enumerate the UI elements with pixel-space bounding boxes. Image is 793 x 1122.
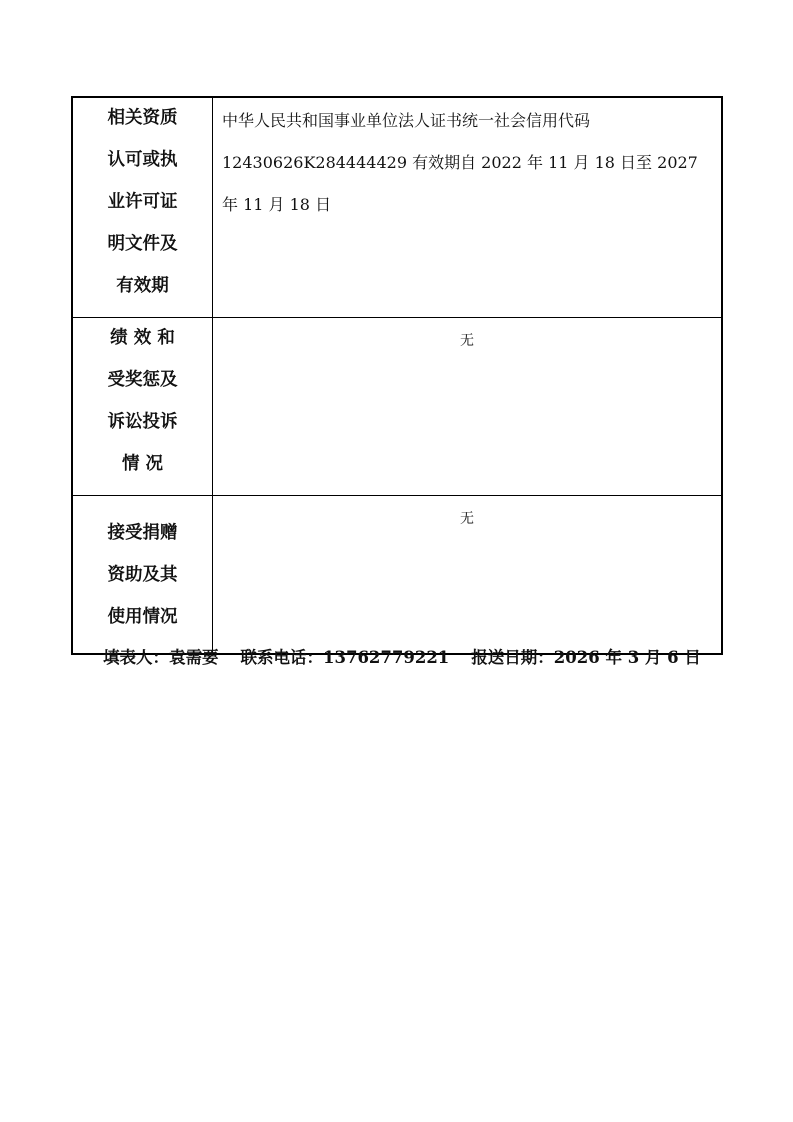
qualification-label-cell [72, 97, 213, 318]
qualification-label-line-1: 相关资质 [107, 108, 178, 128]
table-row-qualification [72, 97, 722, 318]
filler-name: 填表人：袁需要 [103, 648, 219, 667]
donations-content-cell [213, 496, 723, 654]
qualification-label-line-5: 有效期 [116, 276, 169, 296]
table-row-donations [72, 496, 722, 654]
performance-label-cell [72, 318, 213, 496]
performance-label-line-4: 情 况 [121, 454, 164, 474]
performance-label-line-3: 诉讼投诉 [107, 412, 178, 432]
donations-label-line-2: 资助及其 [107, 565, 178, 585]
report-date: 报送日期：2026 年 3 月 6 日 [471, 648, 701, 667]
performance-content: 无 [460, 333, 474, 349]
qualification-content-cell [213, 97, 723, 318]
performance-label-line-2: 受奖惩及 [107, 370, 178, 390]
qualification-content: 中华人民共和国事业单位法人证书统一社会信用代码12430626K284444429 有效期自 2022 年 11 月 18 日至 2027 年 11 月 18 日 [222, 111, 698, 214]
form-footer [103, 644, 701, 668]
performance-label-line-1: 绩 效 和 [110, 328, 175, 348]
table-row-performance [72, 318, 722, 496]
donations-label-line-3: 使用情况 [107, 607, 178, 627]
donations-label-line-1: 接受捐赠 [107, 523, 178, 543]
report-table [71, 96, 723, 655]
qualification-label-line-4: 明文件及 [107, 234, 178, 254]
qualification-label-line-3: 业许可证 [107, 192, 178, 212]
donations-content: 无 [460, 511, 474, 527]
donations-label-cell [72, 496, 213, 654]
qualification-label-line-2: 认可或执 [107, 150, 178, 170]
performance-content-cell [213, 318, 723, 496]
contact-phone: 联系电话：13762779221 [240, 648, 450, 667]
